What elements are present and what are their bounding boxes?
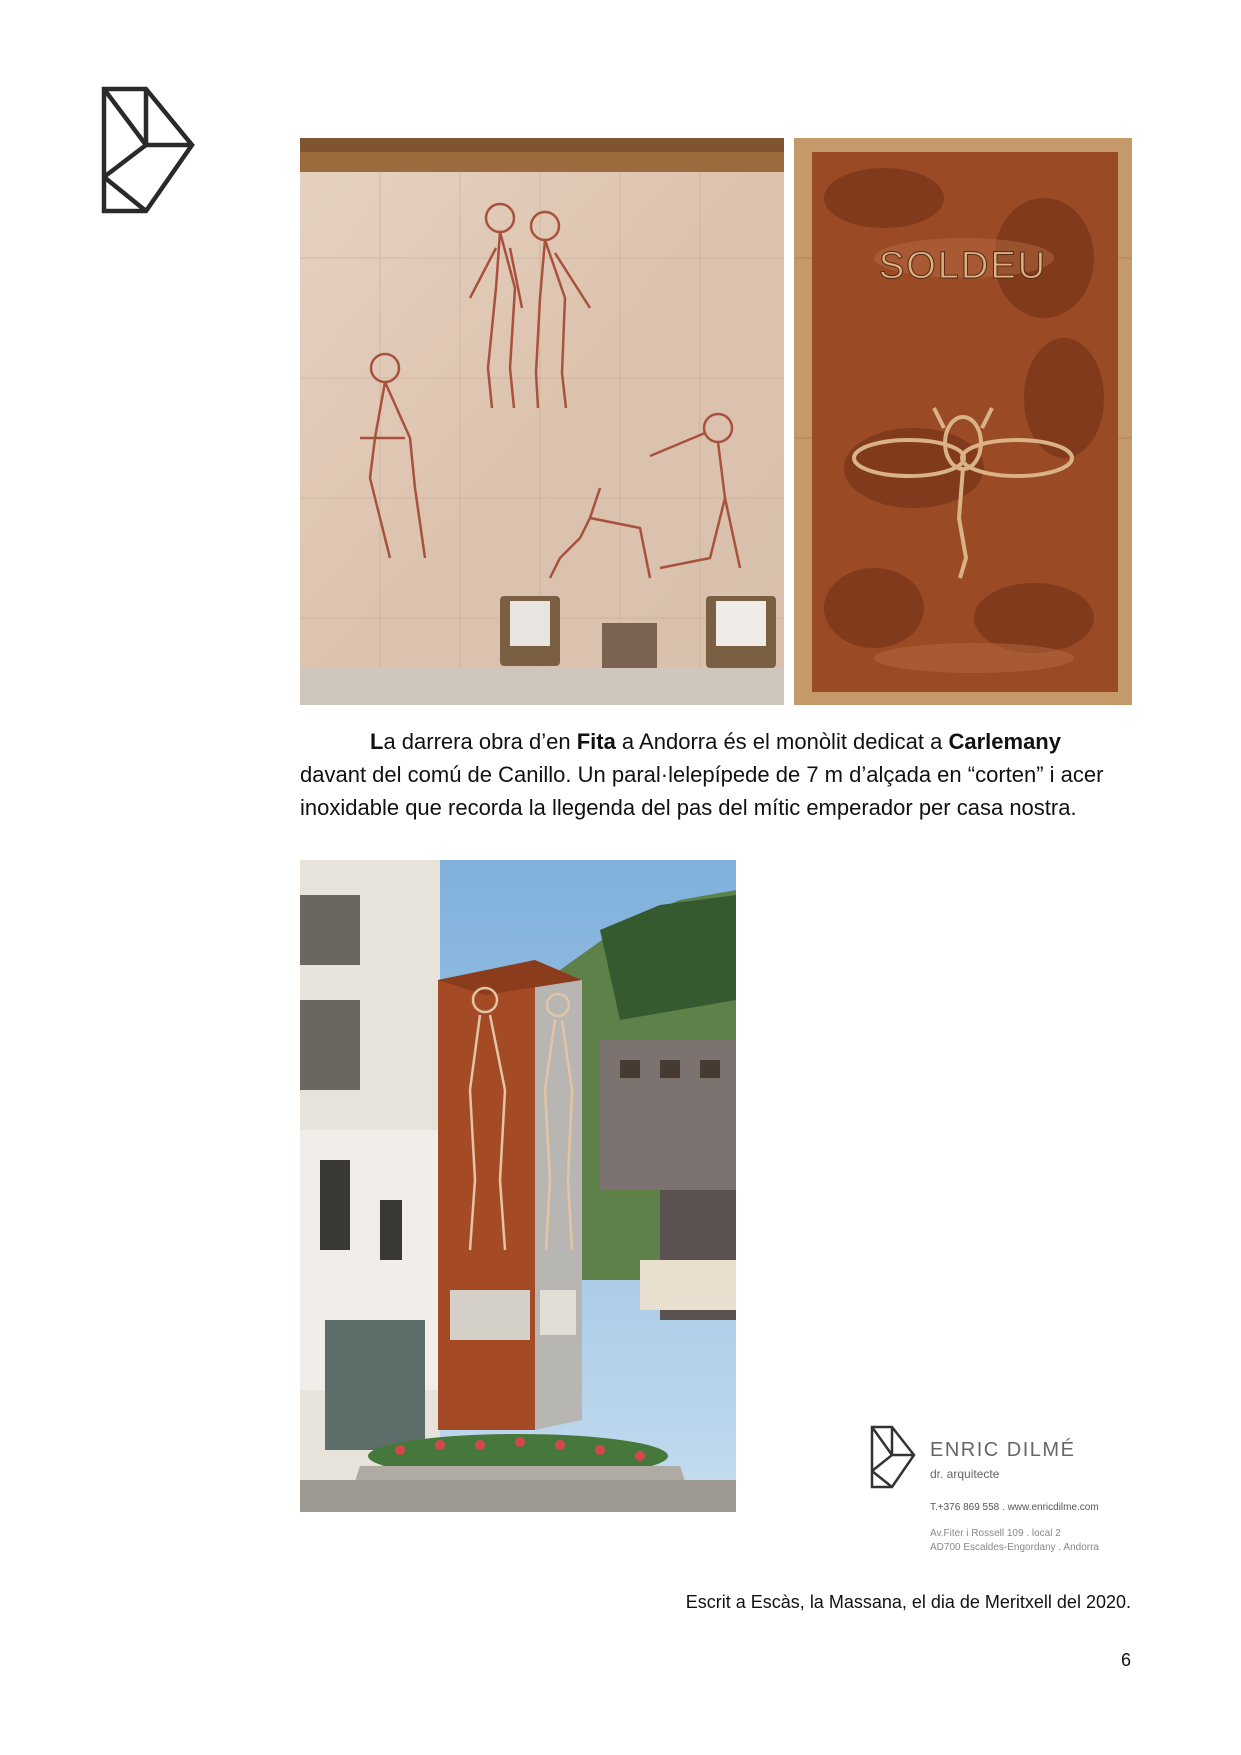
paragraph-bold-fita: Fita	[576, 729, 616, 754]
carlemany-monolith-photo	[300, 860, 736, 1512]
soldeu-plaque-photo	[794, 138, 1132, 705]
architect-logo-icon	[100, 85, 196, 215]
body-paragraph	[300, 725, 1130, 824]
brand-address-line2: AD700 Escaldes-Engordany . Andorra	[930, 1542, 1099, 1553]
paragraph-text-3: davant del comú de Canillo. Un paral·lelepípede de 7 m d’alçada en “corten” i acer inoxidable que recorda la llegenda del pas del mític emperador per casa nostra.	[300, 762, 1104, 820]
soldeu-plaque-text: SOLDEU	[878, 245, 1048, 287]
brand-address-line1: Av.Fiter i Rossell 109 . local 2	[930, 1528, 1061, 1539]
paragraph-text-1: a darrera obra d’en	[383, 729, 577, 754]
brand-subtitle: dr. arquitecte	[930, 1467, 1000, 1481]
paragraph-text-2: a Andorra és el monòlit dedicat a	[615, 729, 949, 754]
paragraph-first-letter: L	[370, 729, 384, 754]
mural-photo	[300, 138, 784, 705]
brand-contact: T.+376 869 558 . www.enricdilme.com	[930, 1502, 1099, 1513]
page-number: 6	[1120, 1650, 1131, 1670]
brand-name: ENRIC DILMÉ	[930, 1439, 1076, 1461]
paragraph-bold-carlemany: Carlemany	[948, 729, 1061, 754]
architect-brand-block	[870, 1425, 1150, 1565]
brand-logo-icon	[870, 1425, 916, 1489]
signoff-text: Escrit a Escàs, la Massana, el dia de Meritxell del 2020.	[685, 1592, 1131, 1612]
